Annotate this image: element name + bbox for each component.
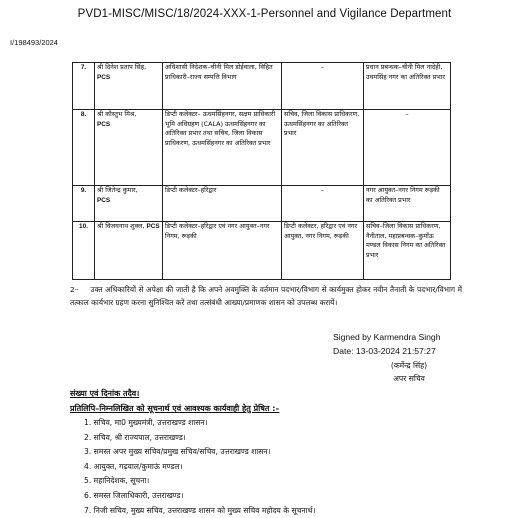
signed-by: Signed by Karmendra Singh bbox=[333, 332, 441, 342]
list-item: 7. निजी सचिव, मुख्य सचिव, उत्तराखण्ड शासन को मुख्य सचिव महोदय के सूचनार्थ। bbox=[84, 505, 316, 515]
additional-charge: नगर आयुक्त–नगर निगम रूड़की का अतिरिक्त प्रभार bbox=[364, 186, 451, 222]
officers-table bbox=[72, 62, 451, 280]
new-post: सचिव, जिला विकास प्राधिकरण, ऊधमसिंहनगर का अतिरिक्त प्रभार bbox=[282, 110, 364, 186]
list-item: 6. समस्त जिलाधिकारी, उत्तराखण्ड। bbox=[84, 490, 184, 500]
new-post: – bbox=[282, 63, 364, 110]
additional-charge: प्रधान प्रबन्धक–चीनी मिल नादेही, उधमसिंह नगर का अतिरिक्त प्रभार bbox=[364, 63, 451, 110]
signature-date: Date: 13-03-2024 21:57:27 bbox=[333, 346, 436, 356]
list-item: 2. सचिव, श्री राज्यपाल, उत्तराखण्ड। bbox=[84, 432, 186, 442]
copy-list bbox=[84, 416, 315, 518]
table-row bbox=[73, 222, 451, 280]
row-number: 7. bbox=[73, 63, 95, 110]
list-item: 5. महानिदेशक, सूचना। bbox=[84, 476, 150, 486]
paragraph-number: 2– bbox=[70, 285, 79, 294]
copy-to-heading: प्रतिलिपि–निम्नलिखित को सूचनार्थ एवं आवश्यक कार्यवाही हेतु प्रेषित :– bbox=[70, 404, 280, 413]
list-item: 3. समस्त अपर मुख्य सचिव/प्रमुख सचिव/सचिव, उत्तराखण्ड शासन। bbox=[84, 447, 271, 457]
table-row bbox=[73, 186, 451, 222]
current-post: डिप्टी कलेक्टर–हरिद्वार bbox=[163, 186, 282, 222]
list-item: 1. सचिव, मा0 मुख्यमंत्री, उत्तराखण्ड शासन। bbox=[84, 418, 208, 427]
reference-number: I/198493/2024 bbox=[10, 38, 58, 47]
current-post: डिप्टी कलेक्टर– ऊधमसिंहनगर, सक्षम प्राधिकारी भूमि अधिग्रहण (CALA) ऊधमसिंहनगर का अतिरिक्त प्रभार तथा सचिव, जिला विकास प्राधिकरण, ऊधमसिंहनगर का अतिरिक्त प्रभार bbox=[163, 110, 282, 186]
officer-name: श्री दिनेश प्रताप सिंह, PCS bbox=[95, 63, 163, 110]
current-post: डिप्टी कलेक्टर–हरिद्वार एवं नगर आयुक्त–नगर निगम, रूड़की bbox=[163, 222, 282, 280]
table-row bbox=[73, 110, 451, 186]
additional-charge: – bbox=[364, 110, 451, 186]
additional-charge: सचिव–जिला विकास प्राधिकरण, नैनीताल, महाप्रबन्धक–कुमाँऊ मण्डल विकास निगम का अतिरिक्त प्रभार bbox=[364, 222, 451, 280]
list-item: 4. आयुक्त, गढ़वाल/कुमाऊं मण्डल। bbox=[84, 461, 183, 471]
officer-name: श्री विजयनाथ शुक्ल, PCS bbox=[95, 222, 163, 280]
digital-signature bbox=[333, 330, 441, 358]
table-row bbox=[73, 63, 451, 110]
new-post: डिप्टी कलेक्टर, हरिद्वार एवं नगर आयुक्त, नगर निगम, रूड़की bbox=[282, 222, 364, 280]
signatory bbox=[374, 360, 444, 385]
document-header: PVD1-MISC/MISC/18/2024-XXX-1-Personnel and Vigilance Department bbox=[77, 8, 452, 20]
new-post: – bbox=[282, 186, 364, 222]
row-number: 10. bbox=[73, 222, 95, 280]
row-number: 8. bbox=[73, 110, 95, 186]
officer-name: श्री कौस्तुभ मिश्र, PCS bbox=[95, 110, 163, 186]
signatory-designation: अपर सचिव bbox=[393, 373, 425, 383]
row-number: 9. bbox=[73, 186, 95, 222]
current-post: अधिशासी निदेशक–चीनी मिल डोईवाला, विहित प्राधिकारी–राज्य सम्पत्ति विभाग bbox=[163, 63, 282, 110]
sankhya-line: संख्या एवं दिनांक तदैव। bbox=[70, 389, 140, 398]
signatory-name: (कर्मेन्द्र सिंह) bbox=[390, 361, 428, 370]
officer-name: श्री जितेन्द्र कुमार, PCS bbox=[95, 186, 163, 222]
paragraph-text: उक्त अधिकारियों से अपेक्षा की जाती है कि अपने अवमुक्ति के वर्तमान पदभार/विभाग से कार्यमुक्त होकर नवीन तैनाती के पदभार/विभाग में तत्काल कार्यभार ग्रहण करना सुनिश्चित करें तथा तत्संबंधी आख्या/प्रमाणक शासन को उपलब्ध करायें। bbox=[70, 285, 462, 307]
instruction-paragraph bbox=[70, 284, 462, 309]
